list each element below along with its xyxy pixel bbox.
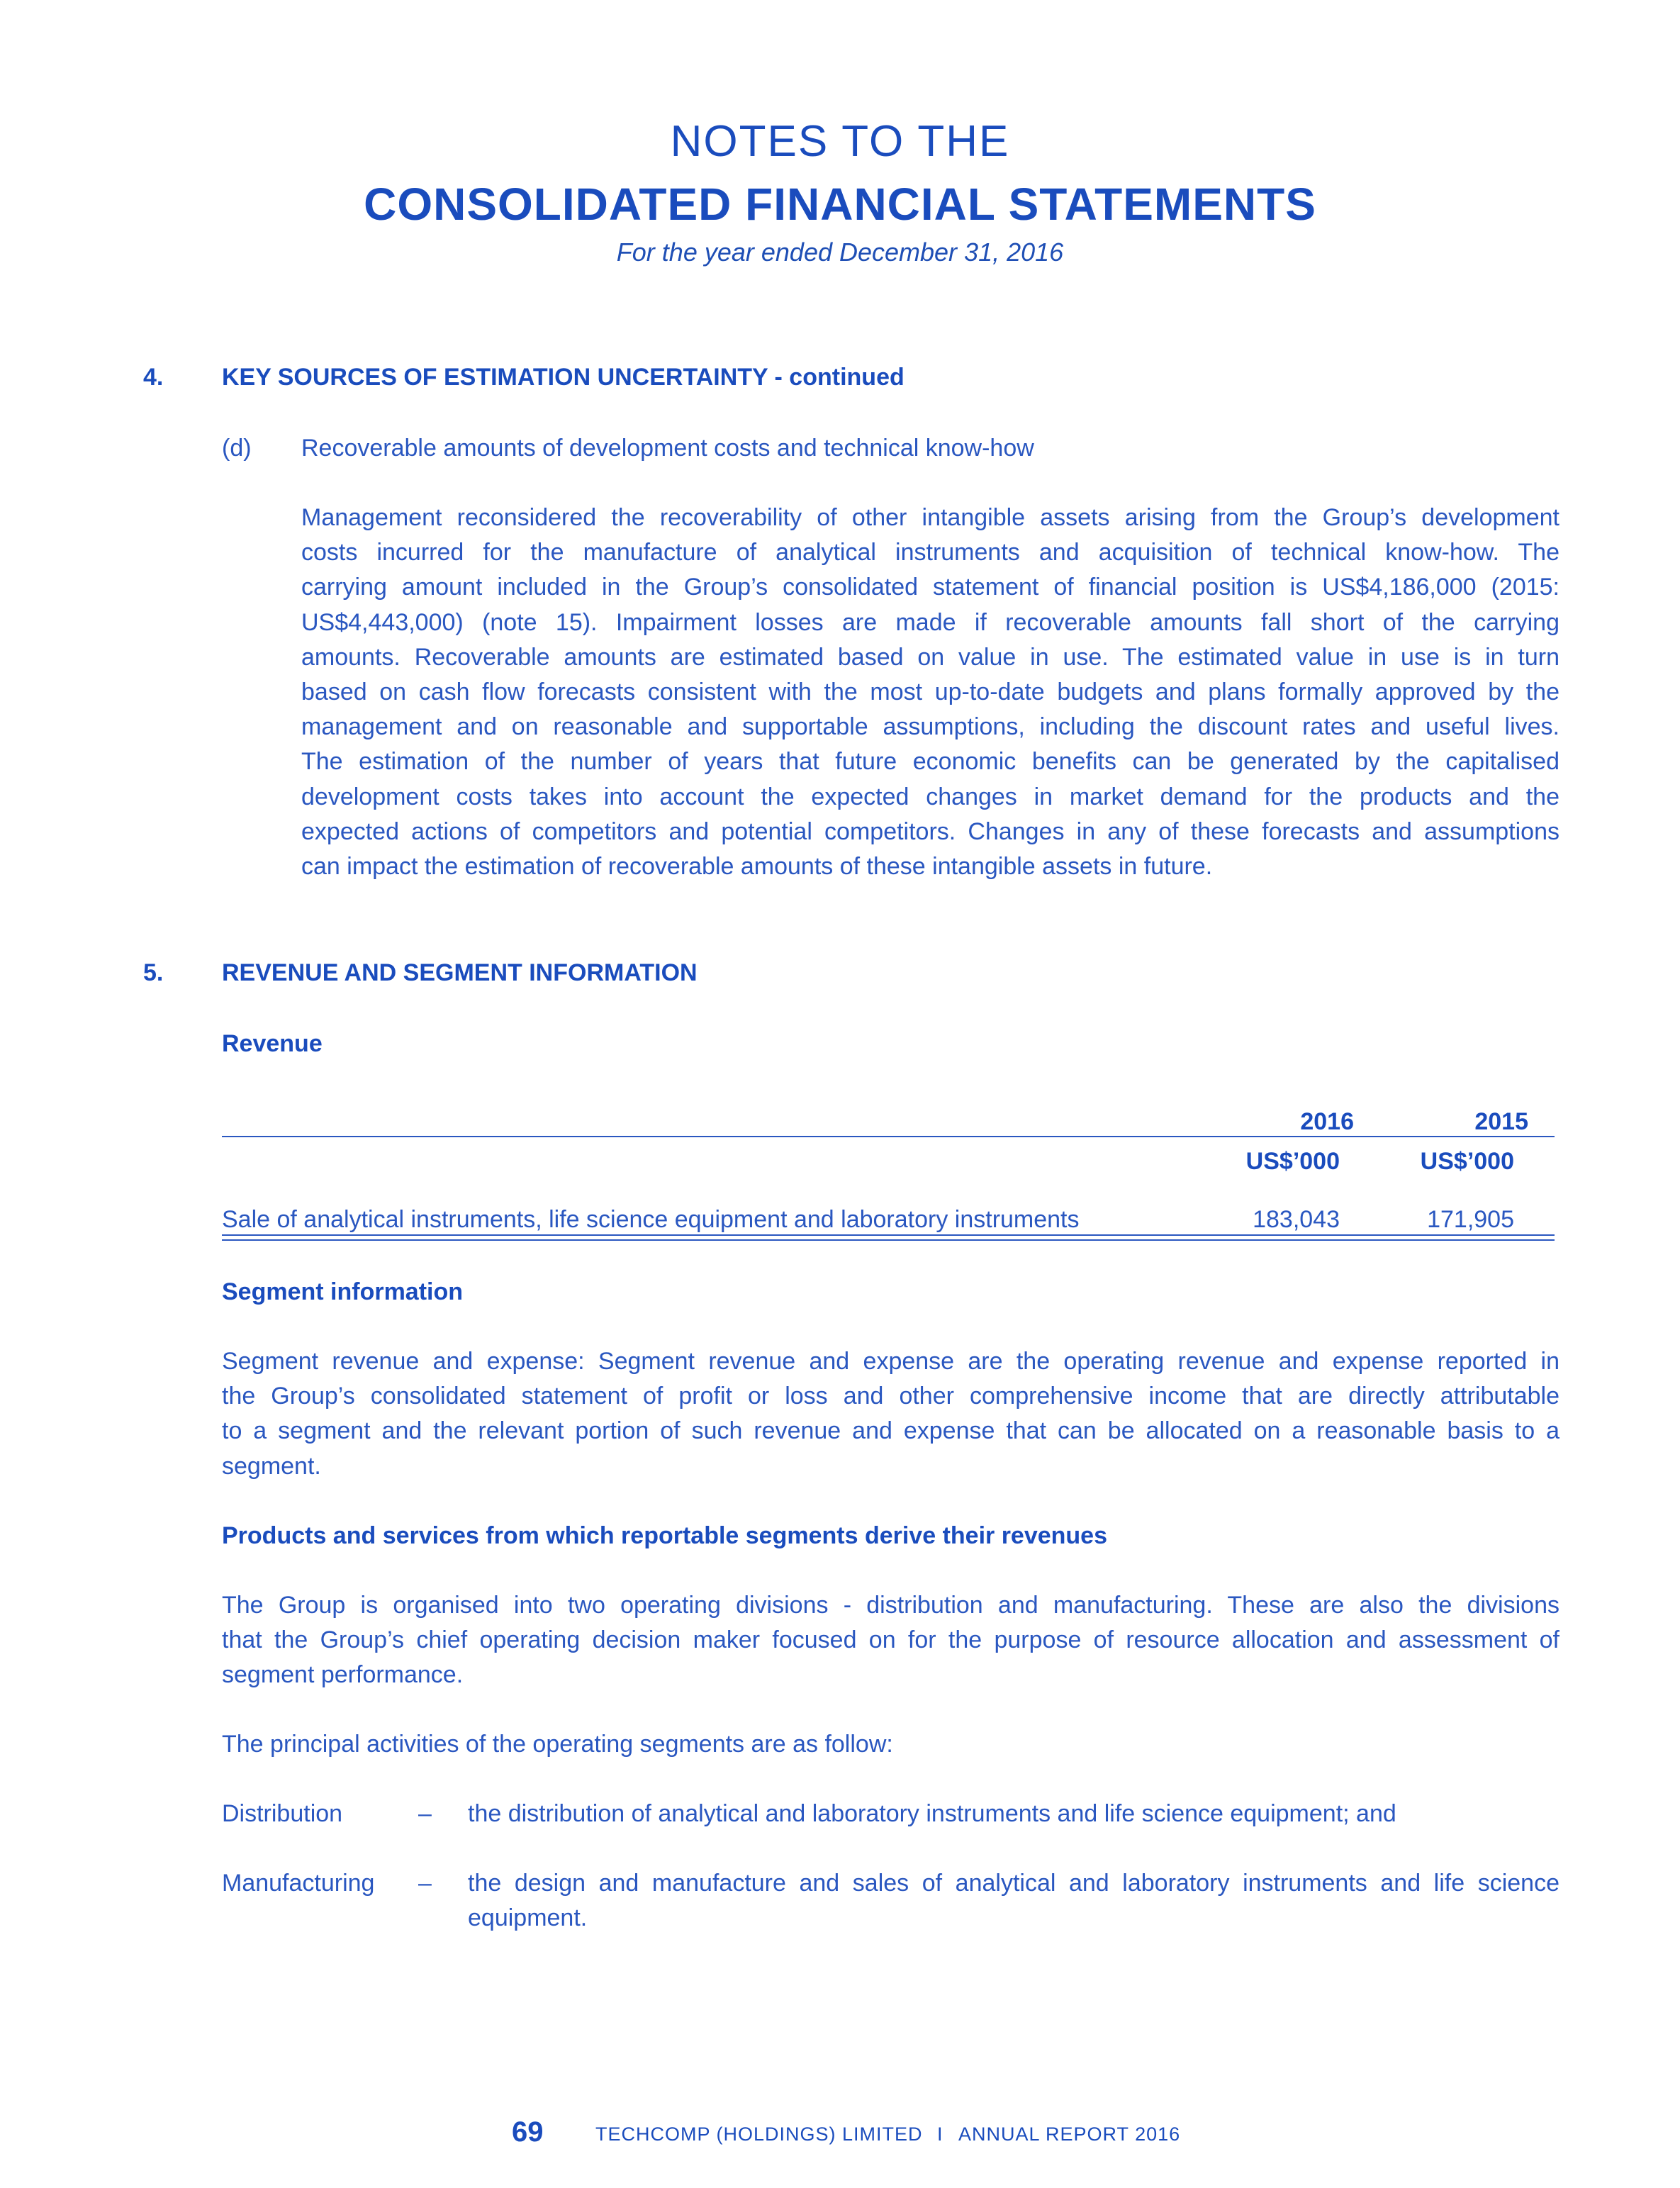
paragraph-line: based on cash flow forecasts consistent with the most up-to-date budgets and plans formally approved by the — [301, 679, 1559, 706]
paragraph-line: development costs takes into account the expected changes in market demand for the products and the — [301, 783, 1559, 810]
paragraph-line: Management reconsidered the recoverability of other intangible assets arising from the Group’s development — [301, 504, 1559, 531]
paragraph-line: to a segment and the relevant portion of such revenue and expense that can be allocated on a reasonable basis to a — [222, 1417, 1559, 1445]
paragraph-line: equipment. — [468, 1904, 588, 1932]
table-cell-2016: 183,043 — [1253, 1206, 1340, 1233]
paragraph-line: Segment revenue and expense: Segment revenue and expense are the operating revenue and expense reported in — [222, 1348, 1559, 1375]
segment-paragraph — [222, 1344, 1559, 1484]
paragraph-line: The principal activities of the operating segments are as follow: — [222, 1731, 893, 1758]
segment-heading: Segment information — [222, 1278, 464, 1305]
paragraph-line: segment performance. — [222, 1661, 464, 1689]
col-unit-2015: US$’000 — [1420, 1148, 1514, 1175]
paragraph-line: carrying amount included in the Group’s consolidated statement of financial position is US$4,186,000 (2015: — [301, 574, 1559, 601]
paragraph-line: management and on reasonable and supportable assumptions, including the discount rates and useful lives. — [301, 713, 1559, 741]
table-total-rule-1 — [222, 1234, 1555, 1236]
header-line-1: NOTES TO THE — [670, 117, 1010, 166]
paragraph-line: The estimation of the number of years that future economic benefits can be generated by the capitalised — [301, 748, 1559, 776]
definition-body-distribution — [468, 1797, 1559, 1831]
col-year-2015: 2015 — [1474, 1108, 1528, 1135]
footer-page-number: 69 — [512, 2116, 544, 2148]
table-header-rule — [222, 1136, 1555, 1137]
products-heading: Products and services from which reportable segments derive their revenues — [222, 1522, 1108, 1549]
col-unit-2016: US$’000 — [1245, 1148, 1340, 1175]
item-d-paragraph — [301, 501, 1559, 884]
col-year-2016: 2016 — [1300, 1108, 1354, 1135]
definition-body-manufacturing — [468, 1866, 1559, 1936]
section-4-title: KEY SOURCES OF ESTIMATION UNCERTAINTY - continued — [222, 364, 905, 391]
footer-separator: I — [937, 2123, 943, 2145]
paragraph-line: costs incurred for the manufacture of analytical instruments and acquisition of technical know-how. The — [301, 539, 1559, 566]
products-paragraph — [222, 1588, 1559, 1693]
footer-company: TECHCOMP (HOLDINGS) LIMITED — [595, 2123, 923, 2145]
paragraph-line: segment. — [222, 1452, 321, 1480]
definition-dash: – — [418, 1870, 432, 1897]
paragraph-line: expected actions of competitors and potential competitors. Changes in any of these forecasts and assumptions — [301, 817, 1559, 845]
item-d-title: Recoverable amounts of development costs and technical know-how — [301, 435, 1034, 462]
paragraph-line: The Group is organised into two operating divisions - distribution and manufacturing. These are also the divisions — [222, 1592, 1559, 1619]
paragraph-line: can impact the estimation of recoverable amounts of these intangible assets in future. — [301, 853, 1213, 881]
header-subtitle: For the year ended December 31, 2016 — [616, 238, 1064, 267]
paragraph-line: amounts. Recoverable amounts are estimated based on value in use. The estimated value in use is in turn — [301, 643, 1559, 671]
section-4-number: 4. — [143, 364, 164, 391]
paragraph-line: US$4,443,000) (note 15). Impairment losses are made if recoverable amounts fall short of the carrying — [301, 608, 1559, 636]
table-row-label: Sale of analytical instruments, life science equipment and laboratory instruments — [222, 1206, 1080, 1233]
paragraph-line: that the Group’s chief operating decision maker focused on for the purpose of resource allocation and assessment of — [222, 1626, 1559, 1654]
header-title: CONSOLIDATED FINANCIAL STATEMENTS — [364, 179, 1316, 230]
section-5-number: 5. — [143, 959, 164, 986]
footer-report-title: ANNUAL REPORT 2016 — [958, 2123, 1181, 2145]
revenue-heading: Revenue — [222, 1030, 323, 1057]
section-5-title: REVENUE AND SEGMENT INFORMATION — [222, 959, 698, 986]
definition-term-distribution: Distribution — [222, 1800, 343, 1827]
paragraph-line: the design and manufacture and sales of analytical and laboratory instruments and life science — [468, 1870, 1559, 1897]
paragraph-line: the distribution of analytical and laboratory instruments and life science equipment; and — [468, 1800, 1396, 1827]
principal-activities-line — [222, 1727, 1559, 1762]
paragraph-line: the Group’s consolidated statement of profit or loss and other comprehensive income that are directly attributable — [222, 1383, 1559, 1410]
table-cell-2015: 171,905 — [1427, 1206, 1514, 1233]
table-total-rule-2 — [222, 1239, 1555, 1241]
definition-term-manufacturing: Manufacturing — [222, 1870, 375, 1897]
item-d-label: (d) — [222, 435, 252, 462]
definition-dash: – — [418, 1800, 432, 1827]
